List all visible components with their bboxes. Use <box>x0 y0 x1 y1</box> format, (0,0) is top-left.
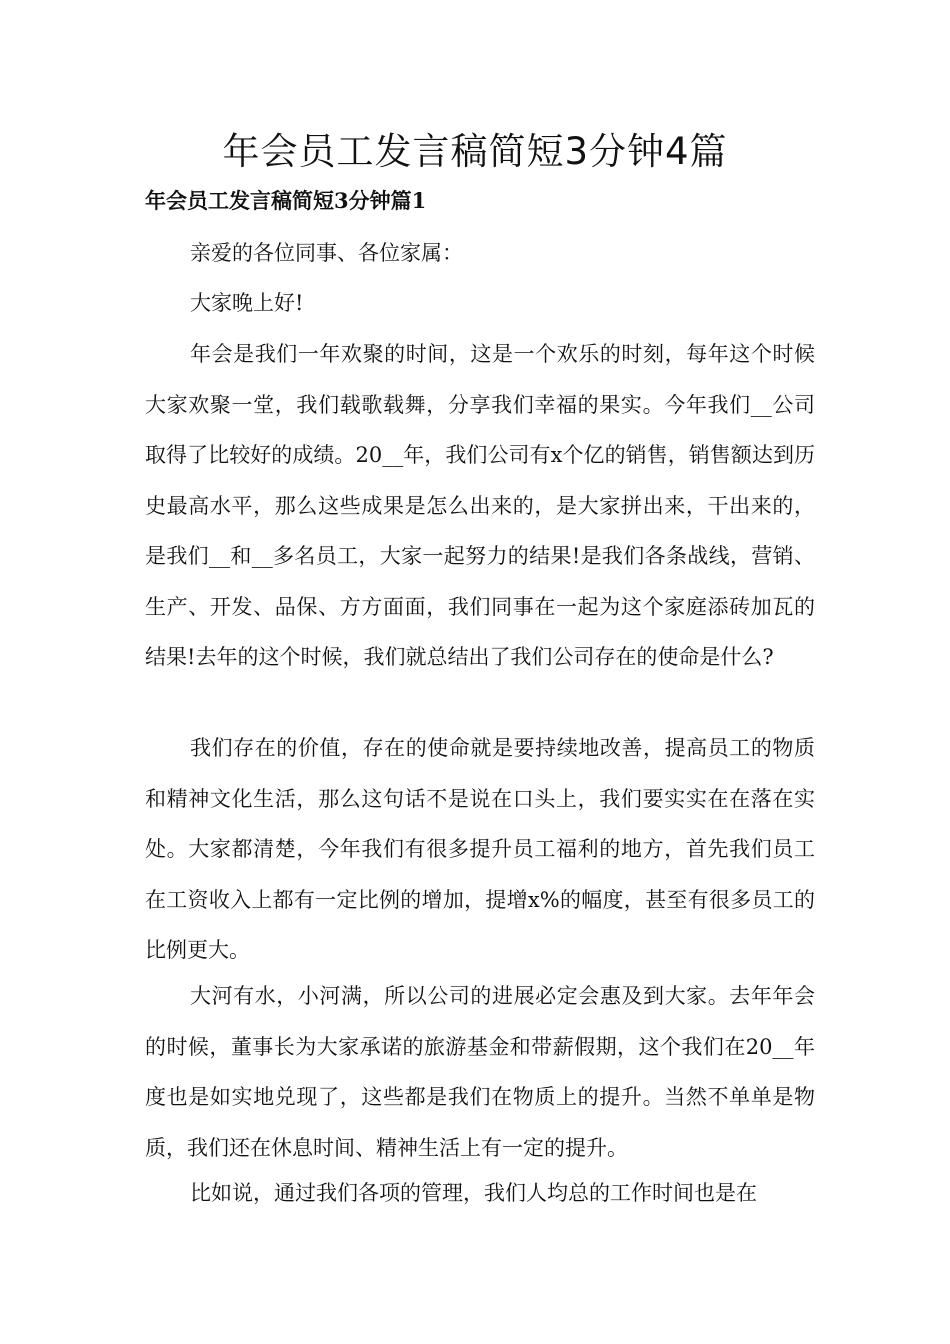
paragraph-1: 年会是我们一年欢聚的时间，这是一个欢乐的时刻，每年这个时候大家欢聚一堂，我们载歌载舞，分享我们幸福的果实。今年我们__公司取得了比较好的成绩。20__年，我们公司有x个亿的销售，销售额达到历史最高水平，那么这些成果是怎么出来的，是大家拼出来，干出来的，是我们__和__多名员工，大家一起努力的结果!是我们各条战线，营销、生产、开发、品保、方方面面，我们同事在一起为这个家庭添砖加瓦的结果!去年的这个时候，我们就总结出了我们公司存在的使命是什么? <box>145 342 815 669</box>
section-heading: 年会员工发言稿简短3分钟篇1 <box>145 188 427 213</box>
greeting-line: 亲爱的各位同事、各位家属： <box>190 241 463 265</box>
paragraph-2: 我们存在的价值，存在的使命就是要持续地改善，提高员工的物质和精神文化生活，那么这句话不是说在口头上，我们要实实在在落在实处。大家都清楚，今年我们有很多提升员工福利的地方，首先我们员工在工资收入上都有一定比例的增加，提增x%的幅度，甚至有很多员工的比例更大。 <box>145 736 815 962</box>
paragraph-3: 大河有水，小河满，所以公司的进展必定会惠及到大家。去年年会的时候，董事长为大家承诺的旅游基金和带薪假期，这个我们在20__年度也是如实地兑现了，这些都是我们在物质上的提升。当然不单单是物质，我们还在休息时间、精神生活上有一定的提升。 <box>145 984 815 1160</box>
salutation-line: 大家晚上好! <box>190 291 304 315</box>
document-title: 年会员工发言稿简短3分钟4篇 <box>222 130 728 173</box>
paragraph-4: 比如说，通过我们各项的管理，我们人均总的工作时间也是在 <box>190 1181 757 1205</box>
